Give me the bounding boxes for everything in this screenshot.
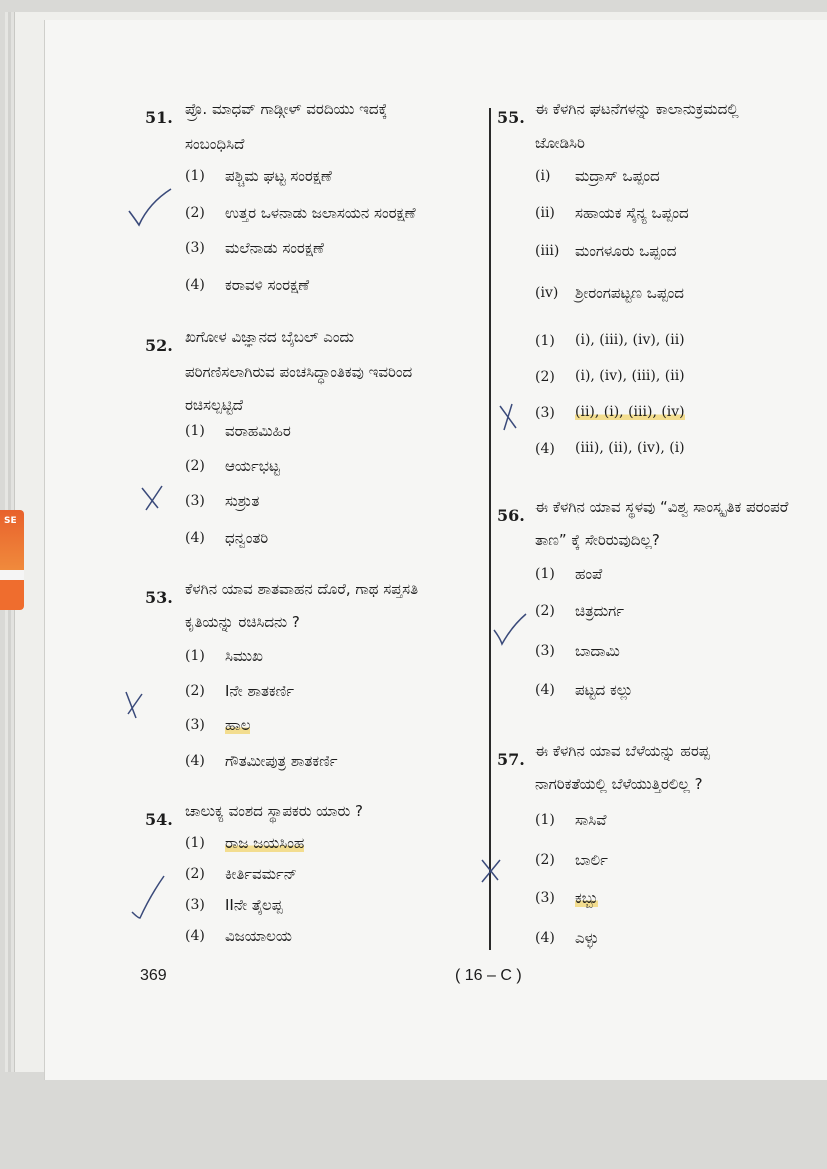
question-text-line: ಪರಿಗಣಿಸಲಾಗಿರುವ ಪಂಚಸಿದ್ಧಾಂತಿಕವು ಇವರಿಂದ: [185, 363, 413, 381]
question-number: 56.: [497, 506, 525, 525]
question-number: 57.: [497, 750, 525, 769]
question-text-line: ಈ ಕೆಳಗಿನ ಯಾವ ಸ್ಥಳವು “ವಿಶ್ವ ಸಾಂಸ್ಕೃತಿಕ ಪರಂಪರೆ: [535, 498, 789, 516]
pen-tick-mark: [128, 872, 168, 922]
question-number: 53.: [145, 588, 173, 607]
question-number: 54.: [145, 810, 173, 829]
question-number: 52.: [145, 336, 173, 355]
question-text-line: ಕೆಳಗಿನ ಯಾವ ಶಾತವಾಹನ ದೊರೆ, ಗಾಥ ಸಪ್ತಸತಿ: [185, 580, 419, 598]
booklet-side-tab: SE: [0, 510, 24, 610]
question-text-line: ಪ್ರೊ. ಮಾಧವ್ ಗಾಡ್ಗೀಳ್ ವರದಿಯು ಇದಕ್ಕೆ: [185, 100, 388, 118]
question-number: 55.: [497, 108, 525, 127]
page-number: 369: [140, 967, 167, 984]
question-text-line: ರಚಿಸಲ್ಪಟ್ಟಿದೆ: [185, 396, 244, 414]
question-text-line: ಜೋಡಿಸಿರಿ: [535, 134, 585, 152]
booklet-code: ( 16 – C ): [455, 967, 522, 984]
pen-cross-mark: [476, 854, 506, 886]
pen-cross-mark: [120, 688, 150, 722]
pen-cross-mark: [138, 482, 168, 512]
question-text-line: ಚಾಲುಕ್ಯ ವಂಶದ ಸ್ಥಾಪಕರು ಯಾರು ?: [185, 802, 363, 820]
question-text-line: ಈ ಕೆಳಗಿನ ಯಾವ ಬೆಳೆಯನ್ನು ಹರಪ್ಪ: [535, 742, 710, 760]
pen-tick-mark: [125, 185, 175, 230]
question-text-line: ನಾಗರಿಕತೆಯಲ್ಲಿ ಬೆಳೆಯುತ್ತಿರಲಿಲ್ಲ ?: [535, 775, 703, 793]
question-text-line: ಖಗೋಳ ವಿಜ್ಞಾನದ ಬೈಬಲ್ ಎಂದು: [185, 328, 355, 346]
pen-cross-mark: [494, 400, 524, 434]
pen-tick-mark: [490, 610, 530, 650]
column-divider: [489, 108, 491, 950]
question-text-line: ತಾಣ” ಕ್ಕೆ ಸೇರಿರುವುದಿಲ್ಲ?: [535, 531, 660, 549]
question-text-line: ಕೃತಿಯನ್ನು ರಚಿಸಿದನು ?: [185, 613, 300, 631]
question-text-line: ಈ ಕೆಳಗಿನ ಘಟನೆಗಳನ್ನು ಕಾಲಾನುಕ್ರಮದಲ್ಲಿ: [535, 100, 739, 118]
question-text-line: ಸಂಬಂಧಿಸಿದೆ: [185, 135, 245, 153]
question-number: 51.: [145, 108, 173, 127]
